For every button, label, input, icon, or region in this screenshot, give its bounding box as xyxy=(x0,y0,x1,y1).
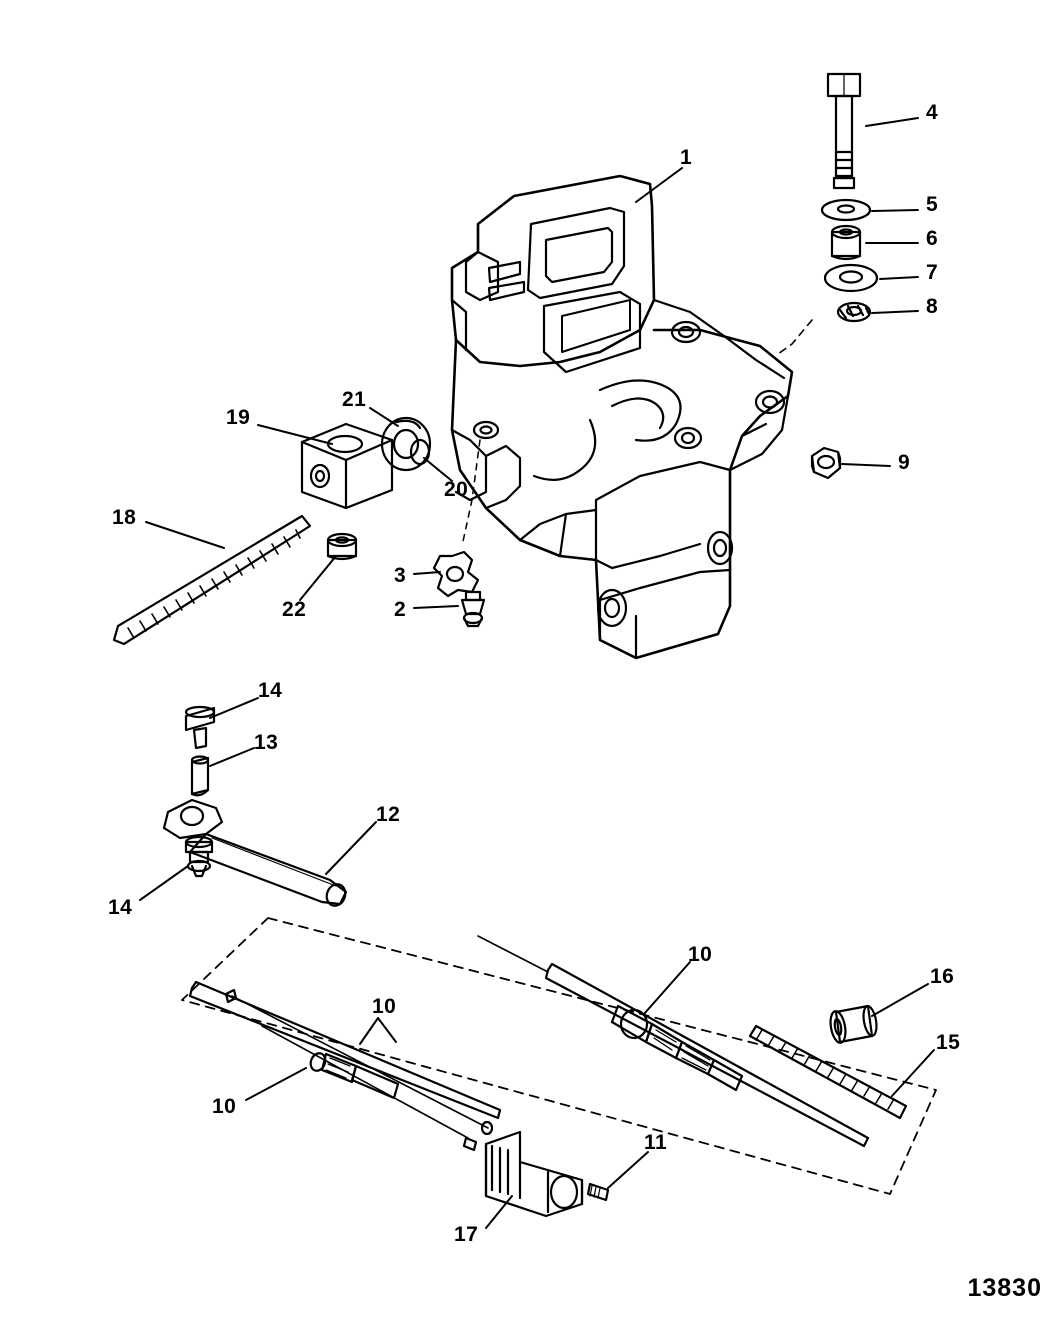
shift-rod-part-12 xyxy=(164,800,348,908)
callout-2: 2 xyxy=(394,598,407,621)
callout-17: 17 xyxy=(454,1223,479,1246)
callout-18: 18 xyxy=(112,506,137,529)
lock-washer-part-8 xyxy=(838,303,870,321)
barrel-nut-part-16 xyxy=(828,1005,878,1044)
callout-9: 9 xyxy=(898,451,911,474)
callout-1: 1 xyxy=(680,146,693,169)
shift-cable-upper-part-10 xyxy=(478,936,868,1146)
cable-zone-outline xyxy=(182,918,936,1194)
callout-19: 19 xyxy=(226,406,251,429)
shift-cable-lower-part-10 xyxy=(190,982,500,1150)
callout-14-top: 14 xyxy=(258,679,283,702)
callout-16: 16 xyxy=(930,965,955,988)
threaded-shaft-part-18 xyxy=(114,516,310,644)
callout-13: 13 xyxy=(254,731,279,754)
spacer-part-6 xyxy=(832,226,860,259)
threaded-rod-part-15 xyxy=(750,1026,906,1118)
bearing-ring-part-21 xyxy=(382,418,430,470)
large-washer-part-7 xyxy=(825,265,877,291)
long-bolt-part-4 xyxy=(828,74,860,188)
callout-20: 20 xyxy=(444,478,469,501)
screw-part-14-top xyxy=(186,707,214,748)
callout-4: 4 xyxy=(926,101,939,124)
callout-10-middle: 10 xyxy=(372,995,397,1018)
callout-21: 21 xyxy=(342,388,367,411)
callout-12: 12 xyxy=(376,803,401,826)
flat-washer-part-5 xyxy=(822,200,870,220)
grommet-part-22 xyxy=(328,534,356,559)
transom-bracket-part-1 xyxy=(452,176,792,658)
roll-pin-part-11 xyxy=(588,1184,608,1200)
adjustment-block-part-19 xyxy=(302,424,392,508)
callout-8: 8 xyxy=(926,295,939,318)
bushing-pin-part-13 xyxy=(192,757,208,796)
u-joint-cross-part-3 xyxy=(434,552,478,596)
callout-10-upper: 10 xyxy=(688,943,713,966)
slide-block-part-17 xyxy=(486,1132,582,1216)
callout-11: 11 xyxy=(644,1131,668,1154)
hex-nut-part-9 xyxy=(812,448,840,478)
callout-14-bottom: 14 xyxy=(108,896,133,919)
callout-10-lower: 10 xyxy=(212,1095,237,1118)
callout-5: 5 xyxy=(926,193,939,216)
leader-lines xyxy=(140,118,934,1228)
grease-fitting-part-2 xyxy=(462,592,484,626)
callout-6: 6 xyxy=(926,227,939,250)
callout-22: 22 xyxy=(282,598,307,621)
drawing-number: 13830 xyxy=(967,1274,1042,1302)
callout-3: 3 xyxy=(394,564,407,587)
callout-7: 7 xyxy=(926,261,939,284)
callout-15: 15 xyxy=(936,1031,961,1054)
